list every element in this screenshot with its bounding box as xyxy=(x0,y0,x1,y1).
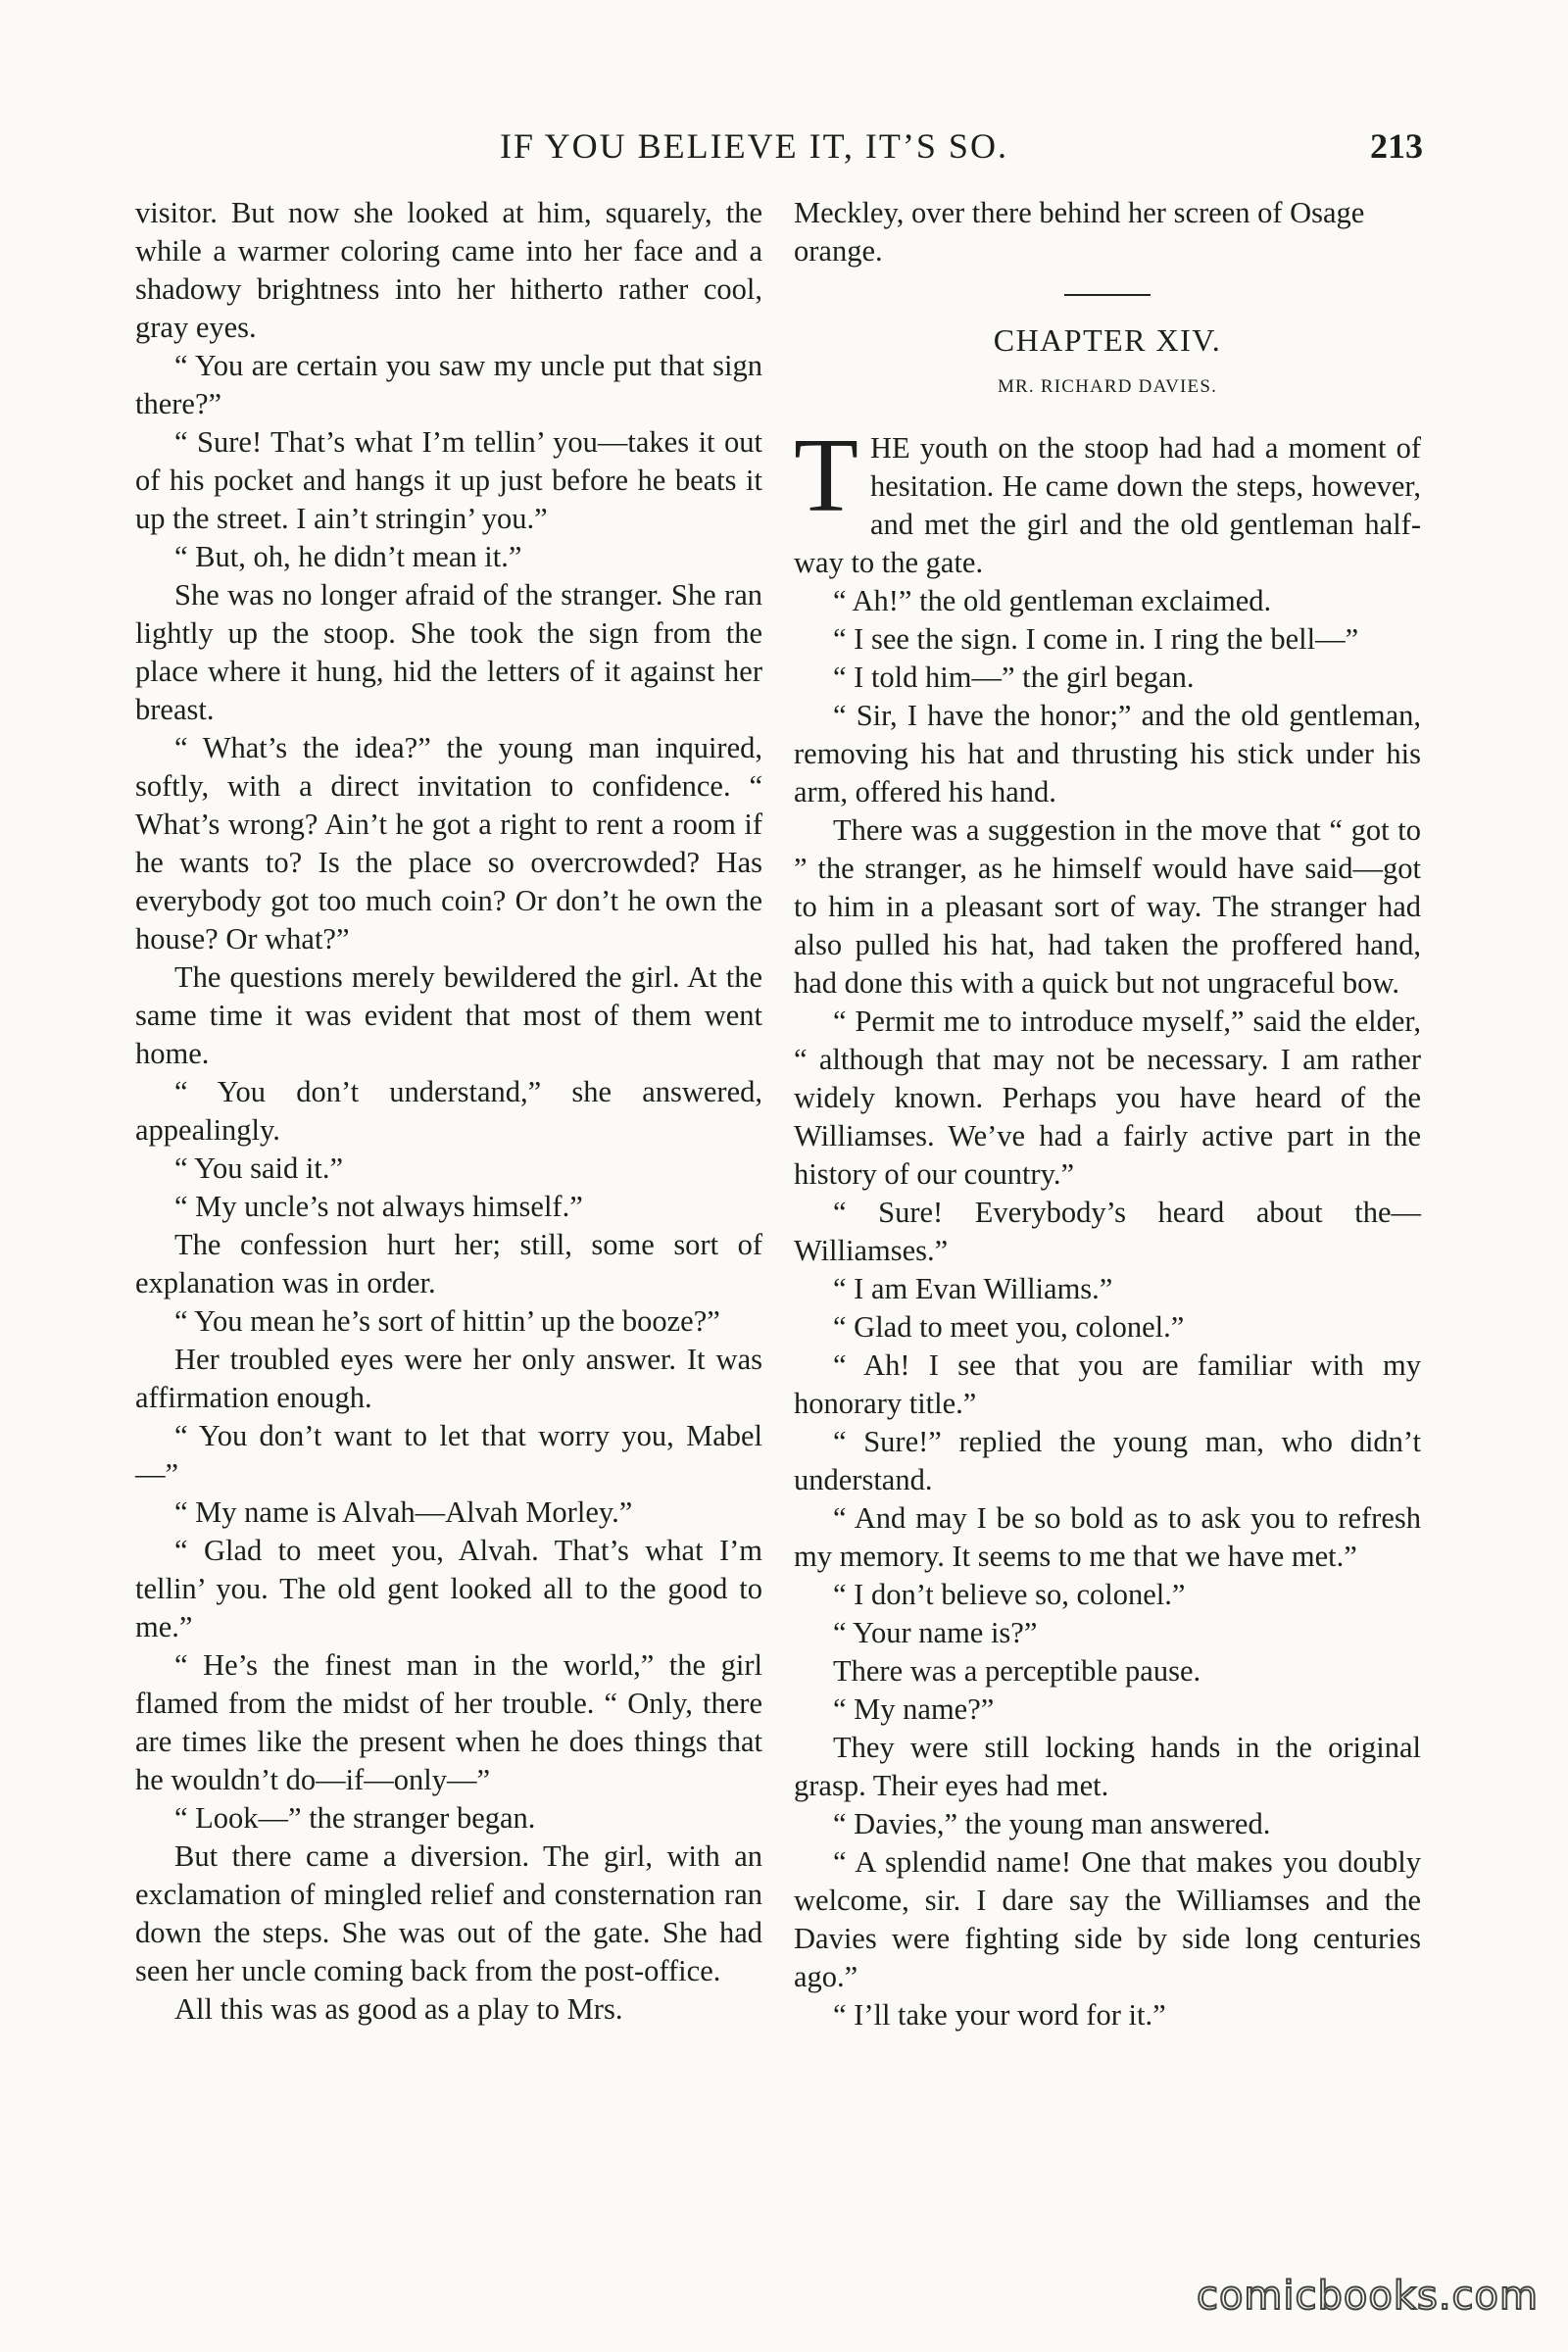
paragraph: “ I see the sign. I come in. I ring the bell—” xyxy=(833,622,1359,656)
paragraph: “ But, oh, he didn’t mean it.” xyxy=(174,540,522,573)
paragraph: The confession hurt her; still, some sort of explanation was in order. xyxy=(135,1228,762,1299)
paragraph: “ And may I be so bold as to ask you to refresh my memory. It seems to me that we have met.” xyxy=(794,1501,1421,1573)
paragraph: “ I’ll take your word for it.” xyxy=(833,1998,1166,2032)
paragraph: visitor. But now she looked at him, squarely, the while a warmer coloring came into her face and a shadowy brightness into her hitherto rather cool, gray eyes. xyxy=(135,196,762,344)
paragraph: “ My uncle’s not always himself.” xyxy=(174,1190,583,1223)
paragraph: “ I am Evan Williams.” xyxy=(833,1272,1113,1305)
paragraph: “ Look—” the stranger began. xyxy=(174,1801,536,1835)
section-divider xyxy=(1064,294,1151,296)
opening-paragraph xyxy=(794,417,1421,582)
paragraph: “ He’s the finest man in the world,” the girl flamed from the midst of her trouble. “ Only, there are times like the present when he does things that he wouldn’t do—if—only—” xyxy=(135,1648,762,1796)
paragraph: There was a perceptible pause. xyxy=(833,1654,1201,1688)
watermark-text: comicbooks.com xyxy=(1196,2274,1539,2319)
paragraph: “ Sure!” replied the young man, who didn’t understand. xyxy=(794,1425,1421,1496)
left-column xyxy=(135,194,762,2029)
paragraph: They were still locking hands in the original grasp. Their eyes had met. xyxy=(794,1731,1421,1802)
paragraph: But there came a diversion. The girl, with an exclamation of mingled relief and consternation ran down the steps. She was out of the gate. She had seen her uncle coming back from the post-office. xyxy=(135,1839,762,1987)
paragraph: “ Permit me to introduce myself,” said the elder, “ although that may not be necessary. I am rather widely known. Perhaps you have heard of the Williamses. We’ve had a fairly active part in the history of our country.” xyxy=(794,1004,1421,1191)
paragraph: The questions merely bewildered the girl. At the same time it was evident that most of them went home. xyxy=(135,960,762,1070)
paragraph: “ You are certain you saw my uncle put that sign there?” xyxy=(135,349,762,420)
paragraph: Her troubled eyes were her only answer. It was affirmation enough. xyxy=(135,1343,762,1414)
paragraph: “ Glad to meet you, colonel.” xyxy=(833,1310,1185,1344)
paragraph: “ Ah! I see that you are familiar with my honorary title.” xyxy=(794,1348,1421,1420)
right-column xyxy=(794,194,1421,2034)
paragraph: “ Sure! That’s what I’m tellin’ you—takes it out of his pocket and hangs it up just before he beats it up the street. I ain’t stringin’ you.” xyxy=(135,425,762,535)
paragraph: She was no longer afraid of the stranger. She ran lightly up the stoop. She took the sign from the place where it hung, hid the letters of it against her breast. xyxy=(135,578,762,726)
paragraph: “ You don’t want to let that worry you, Mabel—” xyxy=(135,1419,762,1491)
drop-cap: T xyxy=(794,417,858,534)
paragraph: “ Sir, I have the honor;” and the old gentleman, removing his hat and thrusting his stick under his arm, offered his hand. xyxy=(794,699,1421,808)
paragraph: “ My name?” xyxy=(833,1692,995,1726)
paragraph: “ Sure! Everybody’s heard about the—Williamses.” xyxy=(794,1196,1421,1267)
paragraph: “ Davies,” the young man answered. xyxy=(833,1807,1271,1840)
paragraph: “ I told him—” the girl began. xyxy=(833,661,1195,694)
paragraph: Meckley, over there behind her screen of Osage orange. xyxy=(794,196,1365,268)
page-number: 213 xyxy=(1370,126,1423,166)
paragraph: “ Ah!” the old gentleman exclaimed. xyxy=(833,584,1272,617)
paragraph: “ A splendid name! One that makes you doubly welcome, sir. I dare say the Williamses and the Davies were fighting side by side long centuries ago.” xyxy=(794,1845,1421,1993)
paragraph: “ You don’t understand,” she answered, appealingly. xyxy=(135,1075,762,1147)
paragraph: “ I don’t believe so, colonel.” xyxy=(833,1578,1186,1611)
paragraph: “ My name is Alvah—Alvah Morley.” xyxy=(174,1495,633,1529)
paragraph: “ You mean he’s sort of hittin’ up the booze?” xyxy=(174,1304,720,1338)
paragraph: There was a suggestion in the move that “ got to ” the stranger, as he himself would have said—got to him in a pleasant sort of way. The stranger had also pulled his hat, had taken the proffered hand, had done this with a quick but not ungraceful bow. xyxy=(794,813,1421,1000)
paragraph: “ Glad to meet you, Alvah. That’s what I’m tellin’ you. The old gent looked all to the good to me.” xyxy=(135,1534,762,1643)
page-header xyxy=(500,125,1423,174)
opening-text: HE youth on the stoop had had a moment of hesitation. He came down the steps, however, and met the girl and the old gentleman half-way to the gate. xyxy=(794,431,1421,579)
chapter-title: CHAPTER XIV. xyxy=(993,322,1222,358)
running-title: IF YOU BELIEVE IT, IT’S SO. xyxy=(500,126,1008,166)
paragraph: All this was as good as a play to Mrs. xyxy=(174,1992,623,2026)
paragraph: “ Your name is?” xyxy=(833,1616,1038,1649)
paragraph: “ You said it.” xyxy=(174,1152,343,1185)
paragraph: “ What’s the idea?” the young man inquired, softly, with a direct invitation to confidence. “ What’s wrong? Ain’t he got a right to rent a room if he wants to? Is the place so overcrowded? Has everybody got too much coin? Or don’t he own the house? Or what?” xyxy=(135,731,762,956)
chapter-subtitle: MR. RICHARD DAVIES. xyxy=(997,376,1218,397)
